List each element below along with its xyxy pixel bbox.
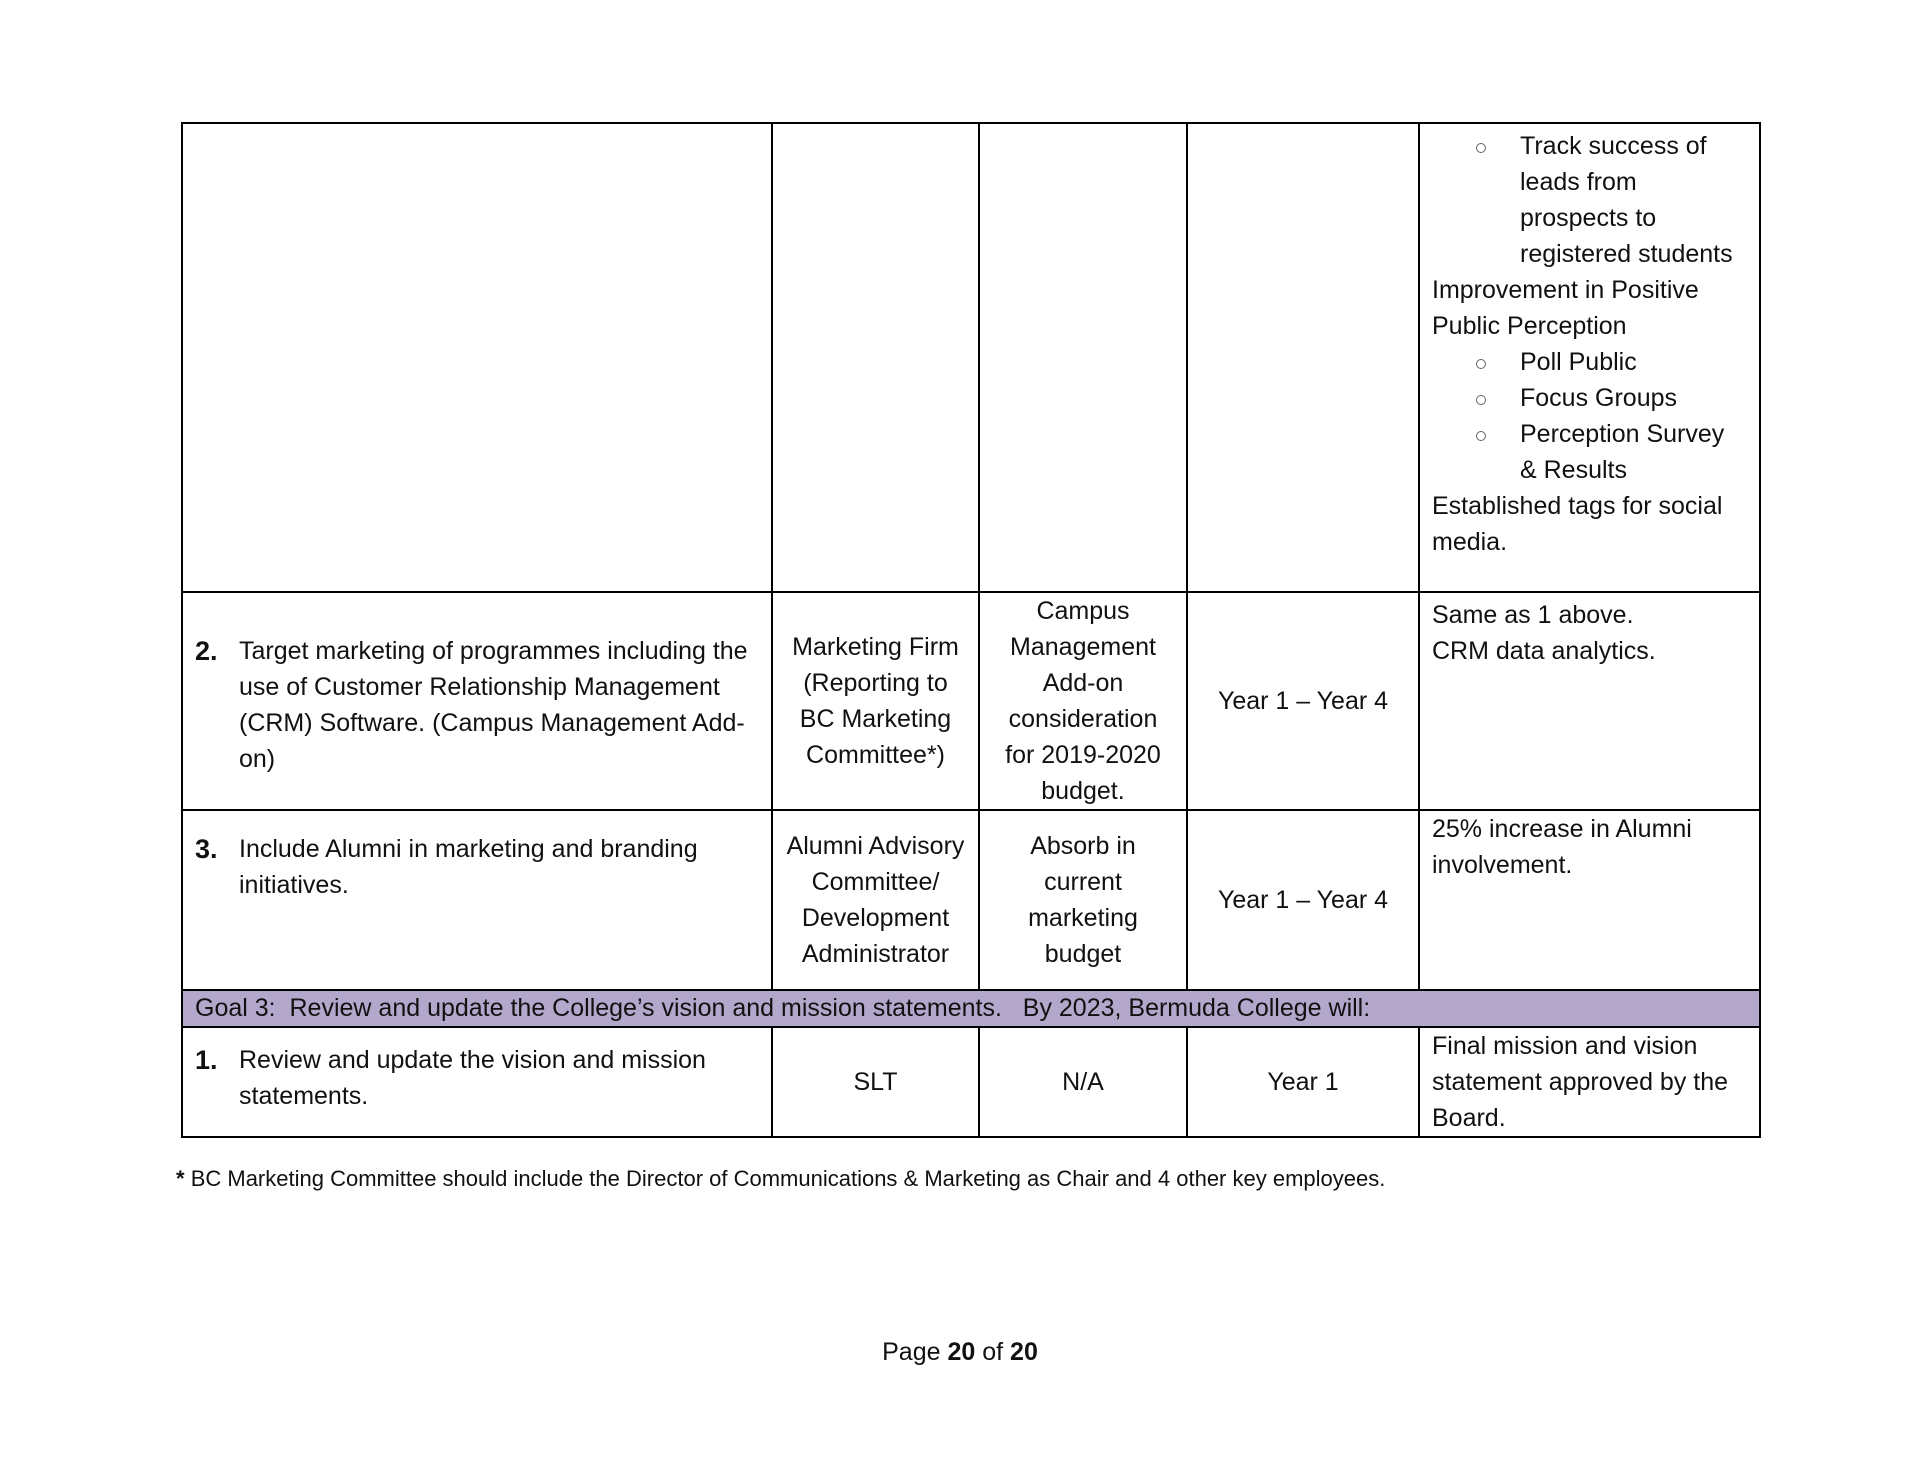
page-number: [0, 1338, 1920, 1367]
measure-text: CRM data analytics.: [1432, 637, 1656, 665]
action-cell: [182, 810, 772, 990]
hollow-circle-bullet-icon: [1476, 395, 1486, 405]
hollow-circle-bullet-icon: [1476, 143, 1486, 153]
responsible-cell: SLT: [772, 1027, 979, 1137]
measure-bullet-list: [1432, 344, 1747, 488]
action-text: Include Alumni in marketing and branding initiatives.: [239, 835, 698, 899]
measure-bullet-text: Poll Public: [1520, 348, 1637, 376]
measures-cell: [1419, 810, 1760, 990]
footnote-marker: *: [176, 1166, 185, 1191]
current-page: 20: [947, 1338, 976, 1366]
table-row: [182, 990, 1760, 1027]
resources-cell: Absorb in current marketing budget: [979, 810, 1187, 990]
list-item: [1476, 380, 1747, 416]
goal-heading: Goal 3: Review and update the College’s vision and mission statements. By 2023, Bermuda College will:: [182, 990, 1760, 1027]
page-label: Page: [882, 1338, 941, 1366]
action-number: 1.: [195, 1045, 218, 1075]
action-cell: [182, 123, 772, 592]
list-item: [1476, 128, 1747, 272]
timeline-cell: [1187, 123, 1419, 592]
hollow-circle-bullet-icon: [1476, 431, 1486, 441]
responsible-cell: Alumni Advisory Committee/ Development Administrator: [772, 810, 979, 990]
responsible-cell: [772, 123, 979, 592]
measure-bullet-list: [1432, 128, 1747, 272]
action-number: 2.: [195, 636, 218, 666]
table-row: [182, 123, 1760, 592]
measures-cell: [1419, 592, 1760, 810]
action-text: Target marketing of programmes including the use of Customer Relationship Management (CRM) Software. (Campus Management Add-on): [239, 637, 748, 773]
footnote: [176, 1164, 1385, 1194]
timeline-cell: Year 1: [1187, 1027, 1419, 1137]
hollow-circle-bullet-icon: [1476, 359, 1486, 369]
footnote-text: BC Marketing Committee should include the Director of Communications & Marketing as Chair and 4 other key employees.: [190, 1166, 1386, 1191]
measure-bullet-text: Perception Survey & Results: [1520, 420, 1725, 484]
action-text: Review and update the vision and mission statements.: [239, 1046, 706, 1110]
timeline-cell: Year 1 – Year 4: [1187, 810, 1419, 990]
measure-text: Established tags for social media.: [1432, 492, 1723, 556]
action-item: [195, 1028, 759, 1114]
action-number: 3.: [195, 834, 218, 864]
timeline-cell: Year 1 – Year 4: [1187, 592, 1419, 810]
action-cell: [182, 592, 772, 810]
measure-text: Final mission and vision statement approved by the Board.: [1432, 1032, 1729, 1132]
measure-text: Improvement in Positive Public Perception: [1432, 276, 1699, 340]
measure-bullet-text: Track success of leads from prospects to registered students: [1520, 132, 1733, 268]
measure-text: 25% increase in Alumni involvement.: [1432, 815, 1692, 879]
action-item: [195, 593, 759, 777]
table-row: [182, 592, 1760, 810]
page-of-label: of: [982, 1338, 1004, 1366]
total-pages: 20: [1010, 1338, 1038, 1366]
list-item: [1476, 344, 1747, 380]
list-item: [1476, 416, 1747, 488]
resources-cell: [979, 123, 1187, 592]
action-cell: [182, 1027, 772, 1137]
resources-cell: Campus Management Add-on consideration for 2019-2020 budget.: [979, 592, 1187, 810]
strategic-plan-table: [181, 122, 1761, 1138]
measure-text: Same as 1 above.: [1432, 601, 1634, 629]
table-row: [182, 810, 1760, 990]
responsible-cell: Marketing Firm (Reporting to BC Marketing Committee*): [772, 592, 979, 810]
measures-cell: [1419, 123, 1760, 592]
table-row: [182, 1027, 1760, 1137]
action-item: [195, 811, 759, 903]
measure-bullet-text: Focus Groups: [1520, 384, 1678, 412]
measures-cell: [1419, 1027, 1760, 1137]
resources-cell: N/A: [979, 1027, 1187, 1137]
